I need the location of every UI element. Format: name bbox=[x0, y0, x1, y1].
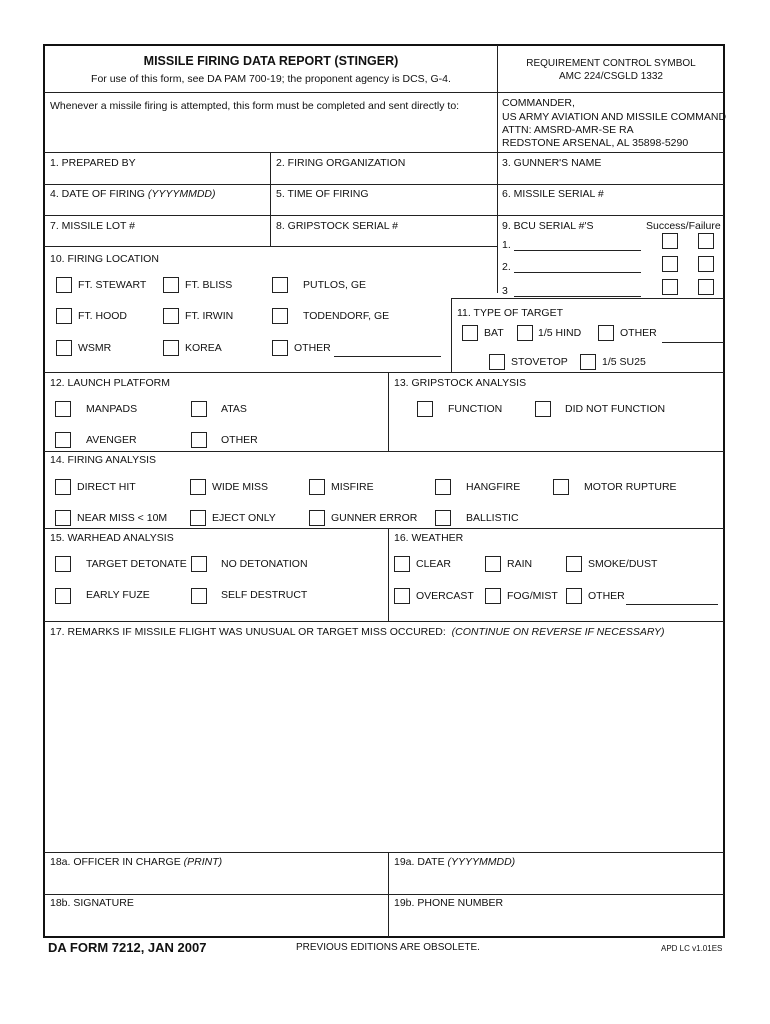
option-label: MISFIRE bbox=[331, 481, 374, 493]
option-label: MANPADS bbox=[86, 403, 138, 415]
ft-stewart-checkbox[interactable] bbox=[56, 277, 72, 293]
option-label: STOVETOP bbox=[511, 356, 568, 368]
gripstock-no-function-checkbox[interactable] bbox=[535, 401, 551, 417]
divider bbox=[44, 152, 724, 153]
weather-overcast-checkbox[interactable] bbox=[394, 588, 410, 604]
remarks-input[interactable] bbox=[48, 642, 720, 848]
prepared-by-label: 1. PREPARED BY bbox=[50, 157, 136, 169]
hangfire-checkbox[interactable] bbox=[435, 479, 451, 495]
bcu-row-number: 2. bbox=[502, 261, 511, 273]
address-line: REDSTONE ARSENAL, AL 35898-5290 bbox=[502, 137, 689, 149]
target-stovetop-checkbox[interactable] bbox=[489, 354, 505, 370]
putlos-checkbox[interactable] bbox=[272, 277, 288, 293]
gripstock-function-checkbox[interactable] bbox=[417, 401, 433, 417]
weather-other-input[interactable] bbox=[626, 604, 718, 605]
wsmr-checkbox[interactable] bbox=[56, 340, 72, 356]
self-destruct-checkbox[interactable] bbox=[191, 588, 207, 604]
weather-other-checkbox[interactable] bbox=[566, 588, 582, 604]
launch-platform-label: 12. LAUNCH PLATFORM bbox=[50, 377, 170, 389]
bcu-3-success-checkbox[interactable] bbox=[662, 279, 678, 295]
option-label: MOTOR RUPTURE bbox=[584, 481, 677, 493]
option-label: 1/5 HIND bbox=[538, 327, 582, 339]
bcu-2-failure-checkbox[interactable] bbox=[698, 256, 714, 272]
option-label: DID NOT FUNCTION bbox=[565, 403, 666, 415]
option-label: NO DETONATION bbox=[221, 558, 308, 570]
bcu-row-number: 1. bbox=[502, 239, 511, 251]
option-label: OTHER bbox=[294, 342, 331, 354]
ft-irwin-checkbox[interactable] bbox=[163, 308, 179, 324]
divider bbox=[44, 528, 724, 529]
option-label: TODENDORF, GE bbox=[303, 310, 390, 322]
req-control-label: REQUIREMENT CONTROL SYMBOL bbox=[526, 58, 696, 69]
bcu-3-failure-checkbox[interactable] bbox=[698, 279, 714, 295]
target-other-input[interactable] bbox=[662, 342, 724, 343]
firing-organization-label: 2. FIRING ORGANIZATION bbox=[276, 157, 406, 169]
remarks-label: 17. REMARKS IF MISSILE FLIGHT WAS UNUSUAL OR TARGET MISS OCCURED: (CONTINUE ON REVERSE IF NECESSARY) bbox=[50, 626, 665, 638]
platform-other-checkbox[interactable] bbox=[191, 432, 207, 448]
phone-number-label: 19b. PHONE NUMBER bbox=[394, 897, 504, 909]
eject-only-checkbox[interactable] bbox=[190, 510, 206, 526]
motor-rupture-checkbox[interactable] bbox=[553, 479, 569, 495]
target-hind-checkbox[interactable] bbox=[517, 325, 533, 341]
form-subtitle: For use of this form, see DA PAM 700-19; the proponent agency is DCS, G-4. bbox=[91, 73, 451, 85]
gunner-name-label: 3. GUNNER'S NAME bbox=[502, 157, 602, 169]
option-label: FT. HOOD bbox=[78, 310, 127, 322]
version-label: APD LC v1.01ES bbox=[661, 944, 723, 953]
req-control-value: AMC 224/CSGLD 1332 bbox=[559, 71, 663, 82]
no-detonation-checkbox[interactable] bbox=[191, 556, 207, 572]
option-label: OTHER bbox=[620, 327, 657, 339]
weather-clear-checkbox[interactable] bbox=[394, 556, 410, 572]
direct-hit-checkbox[interactable] bbox=[55, 479, 71, 495]
address-line: COMMANDER, bbox=[502, 97, 575, 109]
editions-note: PREVIOUS EDITIONS ARE OBSOLETE. bbox=[296, 942, 480, 953]
gunner-error-checkbox[interactable] bbox=[309, 510, 325, 526]
officer-in-charge-label: 18a. OFFICER IN CHARGE (PRINT) bbox=[50, 856, 223, 868]
target-bat-checkbox[interactable] bbox=[462, 325, 478, 341]
option-label: BAT bbox=[484, 327, 504, 339]
divider bbox=[270, 152, 271, 246]
missile-lot-label: 7. MISSILE LOT # bbox=[50, 220, 136, 232]
ft-hood-checkbox[interactable] bbox=[56, 308, 72, 324]
location-other-checkbox[interactable] bbox=[272, 340, 288, 356]
bcu-1-success-checkbox[interactable] bbox=[662, 233, 678, 249]
wide-miss-checkbox[interactable] bbox=[190, 479, 206, 495]
weather-rain-checkbox[interactable] bbox=[485, 556, 501, 572]
option-label: DIRECT HIT bbox=[77, 481, 136, 493]
divider bbox=[44, 184, 724, 185]
divider bbox=[451, 298, 724, 299]
option-label: FT. BLISS bbox=[185, 279, 233, 291]
option-label: WIDE MISS bbox=[212, 481, 269, 493]
missile-serial-label: 6. MISSILE SERIAL # bbox=[502, 188, 604, 200]
bcu-serial-1-input[interactable] bbox=[514, 250, 641, 251]
option-label: EJECT ONLY bbox=[212, 512, 276, 524]
gripstock-analysis-label: 13. GRIPSTOCK ANALYSIS bbox=[394, 377, 527, 389]
ft-bliss-checkbox[interactable] bbox=[163, 277, 179, 293]
form-id: DA FORM 7212, JAN 2007 bbox=[48, 940, 207, 955]
divider bbox=[451, 298, 452, 372]
divider bbox=[44, 92, 724, 93]
address-line: ATTN: AMSRD-AMR-SE RA bbox=[502, 124, 634, 136]
firing-analysis-label: 14. FIRING ANALYSIS bbox=[50, 454, 157, 466]
option-label: PUTLOS, GE bbox=[303, 279, 367, 291]
option-label: GUNNER ERROR bbox=[331, 512, 418, 524]
option-label: OTHER bbox=[221, 434, 258, 446]
divider bbox=[44, 246, 497, 247]
address-line: US ARMY AVIATION AND MISSILE COMMAND bbox=[502, 111, 727, 123]
target-other-checkbox[interactable] bbox=[598, 325, 614, 341]
option-label: FOG/MIST bbox=[507, 590, 558, 602]
option-label: 1/5 SU25 bbox=[602, 356, 646, 368]
target-type-label: 11. TYPE OF TARGET bbox=[457, 307, 563, 319]
divider bbox=[388, 372, 389, 451]
success-failure-label: Success/Failure bbox=[646, 220, 721, 232]
option-label: AVENGER bbox=[86, 434, 137, 446]
gripstock-serial-label: 8. GRIPSTOCK SERIAL # bbox=[276, 220, 398, 232]
location-other-input[interactable] bbox=[334, 356, 441, 357]
signature-label: 18b. SIGNATURE bbox=[50, 897, 134, 909]
early-fuze-checkbox[interactable] bbox=[55, 588, 71, 604]
divider bbox=[44, 894, 724, 895]
bcu-1-failure-checkbox[interactable] bbox=[698, 233, 714, 249]
bcu-serial-2-input[interactable] bbox=[514, 272, 641, 273]
divider bbox=[44, 215, 724, 216]
form-title: MISSILE FIRING DATA REPORT (STINGER) bbox=[143, 54, 399, 68]
ballistic-checkbox[interactable] bbox=[435, 510, 451, 526]
manpads-checkbox[interactable] bbox=[55, 401, 71, 417]
option-label: FT. IRWIN bbox=[185, 310, 234, 322]
date-of-firing-label: 4. DATE OF FIRING (YYYYMMDD) bbox=[50, 188, 216, 200]
option-label: BALLISTIC bbox=[466, 512, 519, 524]
option-label: FT. STEWART bbox=[78, 279, 147, 291]
option-label: EARLY FUZE bbox=[86, 589, 150, 601]
divider bbox=[388, 528, 389, 621]
weather-fog-checkbox[interactable] bbox=[485, 588, 501, 604]
todendorf-checkbox[interactable] bbox=[272, 308, 288, 324]
option-label: WSMR bbox=[78, 342, 112, 354]
option-label: ATAS bbox=[221, 403, 247, 415]
korea-checkbox[interactable] bbox=[163, 340, 179, 356]
option-label: NEAR MISS < 10M bbox=[77, 512, 168, 524]
divider bbox=[44, 372, 724, 373]
target-su25-checkbox[interactable] bbox=[580, 354, 596, 370]
option-label: FUNCTION bbox=[448, 403, 503, 415]
bcu-2-success-checkbox[interactable] bbox=[662, 256, 678, 272]
divider bbox=[44, 852, 724, 853]
firing-location-label: 10. FIRING LOCATION bbox=[50, 253, 159, 265]
warhead-analysis-label: 15. WARHEAD ANALYSIS bbox=[50, 532, 174, 544]
send-instruction: Whenever a missile firing is attempted, this form must be completed and sent directly to: bbox=[50, 100, 460, 112]
divider bbox=[44, 621, 724, 622]
misfire-checkbox[interactable] bbox=[309, 479, 325, 495]
option-label: OVERCAST bbox=[416, 590, 474, 602]
option-label: OTHER bbox=[588, 590, 625, 602]
option-label: SMOKE/DUST bbox=[588, 558, 658, 570]
bcu-row-number: 3 bbox=[502, 285, 508, 297]
time-of-firing-label: 5. TIME OF FIRING bbox=[276, 188, 369, 200]
option-label: TARGET DETONATE bbox=[86, 558, 187, 570]
option-label: HANGFIRE bbox=[466, 481, 521, 493]
atas-checkbox[interactable] bbox=[191, 401, 207, 417]
option-label: KOREA bbox=[185, 342, 222, 354]
option-label: SELF DESTRUCT bbox=[221, 589, 308, 601]
near-miss-checkbox[interactable] bbox=[55, 510, 71, 526]
date-label: 19a. DATE (YYYYMMDD) bbox=[394, 856, 516, 868]
target-detonate-checkbox[interactable] bbox=[55, 556, 71, 572]
weather-smoke-checkbox[interactable] bbox=[566, 556, 582, 572]
option-label: CLEAR bbox=[416, 558, 452, 570]
weather-label: 16. WEATHER bbox=[394, 532, 464, 544]
bcu-serial-label: 9. BCU SERIAL #'S bbox=[502, 220, 594, 232]
bcu-serial-3-input[interactable] bbox=[514, 296, 641, 297]
avenger-checkbox[interactable] bbox=[55, 432, 71, 448]
option-label: RAIN bbox=[507, 558, 533, 570]
divider bbox=[44, 451, 724, 452]
